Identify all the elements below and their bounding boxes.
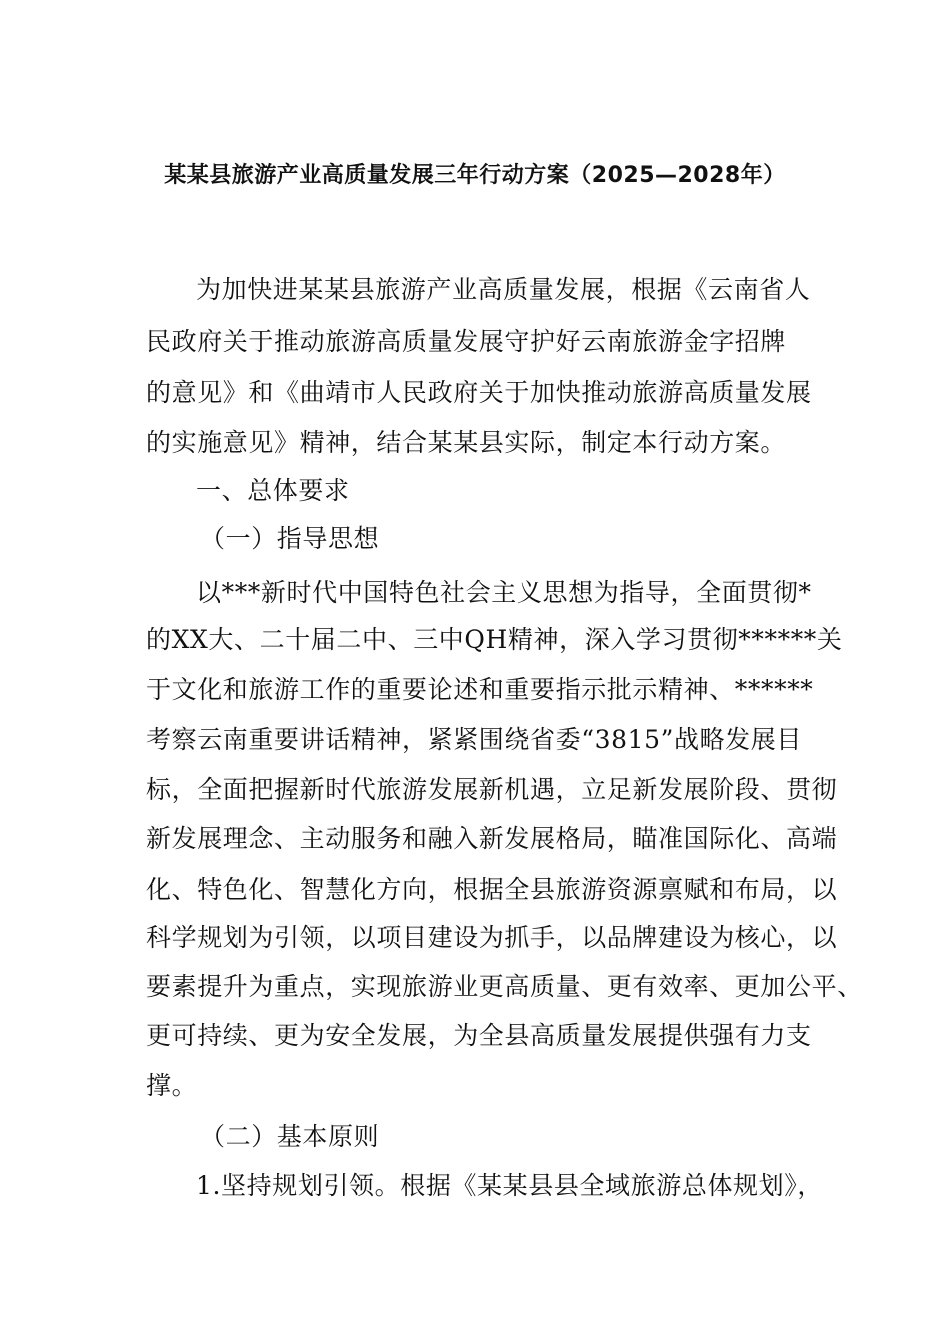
guiding-line-4: 考察云南重要讲话精神，紧紧围绕省委“3815”战略发展目	[146, 725, 802, 754]
guiding-line-10: 更可持续、更为安全发展，为全县高质量发展提供强有力支	[146, 1021, 812, 1050]
guiding-line-1: 以***新时代中国特色社会主义思想为指导，全面贯彻*	[196, 578, 812, 607]
intro-line-3: 的意见》和《曲靖市人民政府关于加快推动旅游高质量发展	[146, 378, 812, 407]
guiding-line-3: 于文化和旅游工作的重要论述和重要指示批示精神、******	[146, 675, 814, 704]
section1-heading: 一、总体要求	[196, 476, 350, 505]
intro-line-1: 为加快进某某县旅游产业高质量发展，根据《云南省人	[196, 275, 811, 304]
intro-line-2: 民政府关于推动旅游高质量发展守护好云南旅游金字招牌	[146, 327, 787, 356]
guiding-line-11: 撑。	[146, 1071, 198, 1100]
guiding-line-2: 的XX大、二十届二中、三中QH精神，深入学习贯彻******关	[146, 625, 843, 654]
subsection1-heading: （一）指导思想	[200, 524, 380, 553]
document-title: 某某县旅游产业高质量发展三年行动方案（2025—2028年）	[164, 163, 786, 188]
guiding-line-9: 要素提升为重点，实现旅游业更高质量、更有效率、更加公平、	[146, 972, 863, 1001]
intro-line-4: 的实施意见》精神，结合某某县实际，制定本行动方案。	[146, 428, 787, 457]
guiding-line-7: 化、特色化、智慧化方向，根据全县旅游资源禀赋和布局，以	[146, 875, 838, 904]
subsection2-heading: （二）基本原则	[200, 1122, 380, 1151]
guiding-line-6: 新发展理念、主动服务和融入新发展格局，瞄准国际化、高端	[146, 824, 838, 853]
principle1-line: 1.坚持规划引领。根据《某某县县全域旅游总体规划》，	[196, 1171, 823, 1200]
guiding-line-8: 科学规划为引领，以项目建设为抓手，以品牌建设为核心，以	[146, 923, 838, 952]
guiding-line-5: 标，全面把握新时代旅游发展新机遇，立足新发展阶段、贯彻	[146, 775, 838, 804]
